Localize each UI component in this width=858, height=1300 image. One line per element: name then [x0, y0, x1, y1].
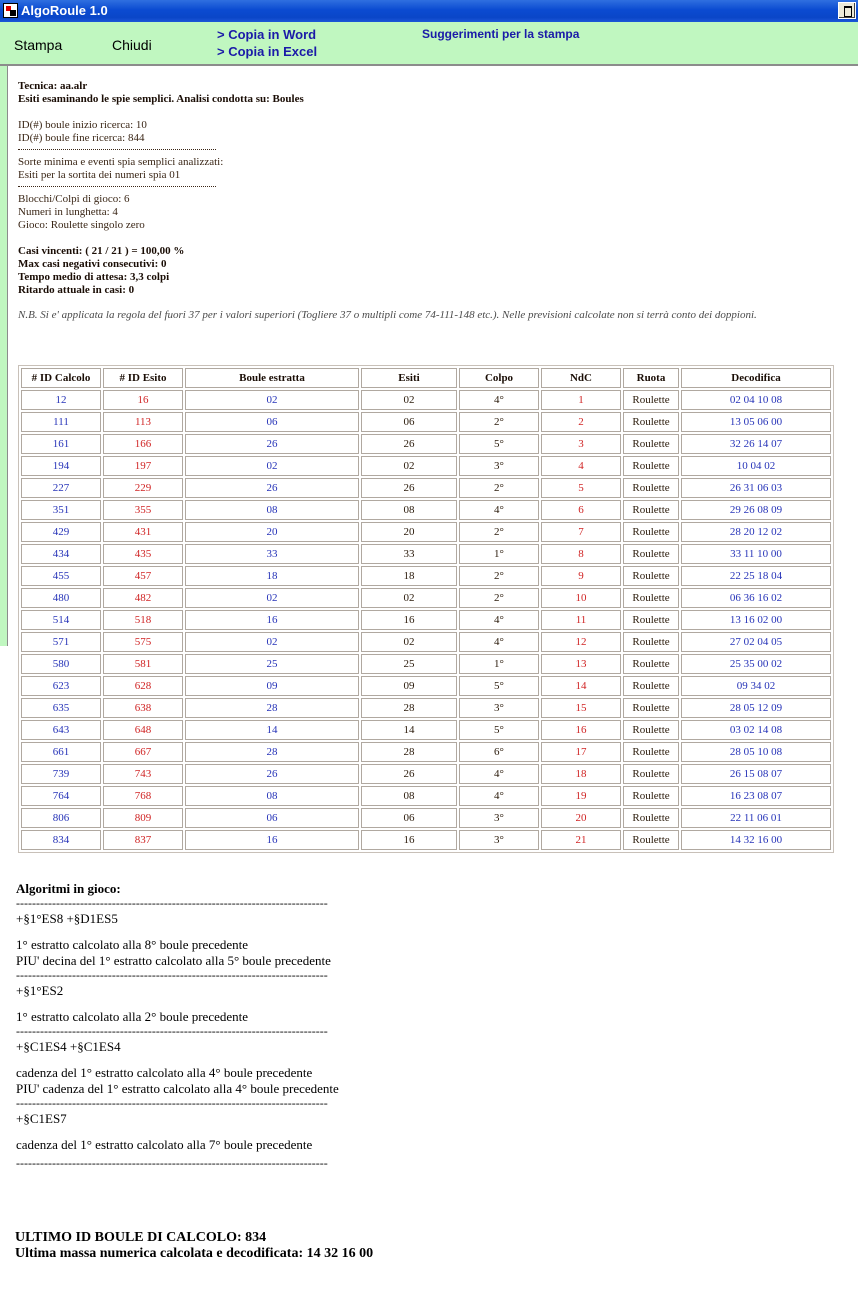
dashed-divider: ------------------------------------------------------------------------------	[16, 1097, 328, 1109]
cell-colpo: 2°	[459, 478, 539, 498]
col-header-esiti: Esiti	[361, 368, 457, 388]
cell-decodifica: 28 20 12 02	[681, 522, 831, 542]
numbers-line: Numeri in lunghetta: 4	[18, 206, 118, 218]
cell-id-esito: 575	[103, 632, 183, 652]
cell-esiti: 08	[361, 786, 457, 806]
window-title: AlgoRoule 1.0	[21, 3, 108, 18]
cell-ndc: 6	[541, 500, 621, 520]
left-panel-strip	[0, 66, 8, 646]
cell-decodifica: 13 16 02 00	[681, 610, 831, 630]
cell-ndc: 1	[541, 390, 621, 410]
table-row	[21, 786, 831, 806]
cell-id-calcolo: 834	[21, 830, 101, 850]
algorithm-formula: +§C1ES7	[16, 1111, 67, 1126]
cell-esiti: 02	[361, 456, 457, 476]
cell-id-calcolo: 739	[21, 764, 101, 784]
cell-decodifica: 03 02 14 08	[681, 720, 831, 740]
cell-colpo: 1°	[459, 544, 539, 564]
cell-id-calcolo: 661	[21, 742, 101, 762]
cell-decodifica: 22 11 06 01	[681, 808, 831, 828]
cell-colpo: 3°	[459, 808, 539, 828]
copy-word-link[interactable]: > Copia in Word	[217, 27, 317, 42]
cell-ndc: 20	[541, 808, 621, 828]
cell-ndc: 8	[541, 544, 621, 564]
cell-ndc: 10	[541, 588, 621, 608]
cell-id-esito: 837	[103, 830, 183, 850]
col-header-ruota: Ruota	[623, 368, 679, 388]
cell-colpo: 5°	[459, 676, 539, 696]
cell-decodifica: 29 26 08 09	[681, 500, 831, 520]
cell-ruota: Roulette	[623, 720, 679, 740]
cell-ruota: Roulette	[623, 522, 679, 542]
cell-boule: 02	[185, 390, 359, 410]
last-id-line: ULTIMO ID BOULE DI CALCOLO: 834	[15, 1230, 267, 1245]
cell-id-calcolo: 194	[21, 456, 101, 476]
cell-esiti: 33	[361, 544, 457, 564]
cell-ruota: Roulette	[623, 434, 679, 454]
cell-ruota: Roulette	[623, 500, 679, 520]
print-tips-link[interactable]: Suggerimenti per la stampa	[422, 27, 580, 41]
cell-id-esito: 355	[103, 500, 183, 520]
dashed-divider: ------------------------------------------------------------------------------	[16, 1025, 328, 1037]
cell-esiti: 26	[361, 764, 457, 784]
cell-ndc: 16	[541, 720, 621, 740]
cell-ruota: Roulette	[623, 676, 679, 696]
cell-ndc: 21	[541, 830, 621, 850]
cell-colpo: 6°	[459, 742, 539, 762]
cell-boule: 20	[185, 522, 359, 542]
cell-decodifica: 14 32 16 00	[681, 830, 831, 850]
cell-boule: 02	[185, 456, 359, 476]
cell-id-esito: 768	[103, 786, 183, 806]
algorithms-title: Algoritmi in gioco:	[16, 881, 121, 896]
cell-esiti: 25	[361, 654, 457, 674]
dashed-divider: ------------------------------------------------------------------------------	[16, 1157, 328, 1169]
cell-boule: 26	[185, 434, 359, 454]
cell-colpo: 4°	[459, 632, 539, 652]
cell-ruota: Roulette	[623, 808, 679, 828]
id-start-line: ID(#) boule inizio ricerca: 10	[18, 119, 147, 131]
cell-ndc: 3	[541, 434, 621, 454]
cell-colpo: 2°	[459, 566, 539, 586]
cell-id-calcolo: 764	[21, 786, 101, 806]
table-row	[21, 544, 831, 564]
cell-boule: 25	[185, 654, 359, 674]
cell-boule: 16	[185, 610, 359, 630]
cell-id-calcolo: 111	[21, 412, 101, 432]
cell-esiti: 16	[361, 830, 457, 850]
algorithm-formula: +§1°ES8 +§D1ES5	[16, 911, 118, 926]
cell-decodifica: 25 35 00 02	[681, 654, 831, 674]
sort-label-line: Sorte minima e eventi spia semplici analizzati:	[18, 156, 224, 168]
cell-ndc: 9	[541, 566, 621, 586]
algorithm-formula: +§C1ES4 +§C1ES4	[16, 1039, 121, 1054]
table-row	[21, 808, 831, 828]
cell-decodifica: 10 04 02	[681, 456, 831, 476]
cell-ruota: Roulette	[623, 544, 679, 564]
cell-ruota: Roulette	[623, 698, 679, 718]
table-row	[21, 588, 831, 608]
id-end-line: ID(#) boule fine ricerca: 844	[18, 132, 145, 144]
cell-colpo: 4°	[459, 500, 539, 520]
cell-decodifica: 32 26 14 07	[681, 434, 831, 454]
cell-id-esito: 581	[103, 654, 183, 674]
cell-decodifica: 02 04 10 08	[681, 390, 831, 410]
cell-esiti: 18	[361, 566, 457, 586]
cell-ruota: Roulette	[623, 632, 679, 652]
col-header-ndc: NdC	[541, 368, 621, 388]
cell-decodifica: 27 02 04 05	[681, 632, 831, 652]
algorithm-desc: PIU' cadenza del 1° estratto calcolato alla 4° boule precedente	[16, 1081, 339, 1096]
avg-wait-line: Tempo medio di attesa: 3,3 colpi	[18, 271, 170, 283]
cell-esiti: 02	[361, 588, 457, 608]
cell-ruota: Roulette	[623, 786, 679, 806]
table-row	[21, 566, 831, 586]
cell-id-esito: 457	[103, 566, 183, 586]
col-header-id-esito: # ID Esito	[103, 368, 183, 388]
cell-id-esito: 809	[103, 808, 183, 828]
current-delay-line: Ritardo attuale in casi: 0	[18, 284, 135, 296]
table-row	[21, 390, 831, 410]
cell-esiti: 28	[361, 698, 457, 718]
table-row	[21, 610, 831, 630]
cell-id-calcolo: 635	[21, 698, 101, 718]
algorithm-desc: cadenza del 1° estratto calcolato alla 4° boule precedente	[16, 1065, 313, 1080]
cell-boule: 16	[185, 830, 359, 850]
cell-ndc: 18	[541, 764, 621, 784]
table-row	[21, 478, 831, 498]
table-row	[21, 632, 831, 652]
cell-ndc: 17	[541, 742, 621, 762]
cell-colpo: 2°	[459, 588, 539, 608]
col-header-decodifica: Decodifica	[681, 368, 831, 388]
algorithm-desc: cadenza del 1° estratto calcolato alla 7° boule precedente	[16, 1137, 313, 1152]
cell-id-calcolo: 12	[21, 390, 101, 410]
report-summary	[18, 80, 757, 322]
table-row	[21, 500, 831, 520]
cell-ndc: 4	[541, 456, 621, 476]
copy-excel-link[interactable]: > Copia in Excel	[217, 44, 318, 59]
table-row	[21, 742, 831, 762]
cell-colpo: 4°	[459, 390, 539, 410]
final-summary	[15, 1230, 373, 1262]
close-button[interactable]: Chiudi	[112, 37, 152, 53]
algorithm-desc: 1° estratto calcolato alla 2° boule precedente	[16, 1009, 249, 1024]
cell-colpo: 3°	[459, 456, 539, 476]
table-row	[21, 720, 831, 740]
cell-colpo: 4°	[459, 764, 539, 784]
cell-ndc: 12	[541, 632, 621, 652]
cell-id-calcolo: 623	[21, 676, 101, 696]
cell-ruota: Roulette	[623, 412, 679, 432]
cell-esiti: 06	[361, 412, 457, 432]
cell-decodifica: 09 34 02	[681, 676, 831, 696]
cell-boule: 08	[185, 500, 359, 520]
cell-colpo: 5°	[459, 434, 539, 454]
cell-id-calcolo: 161	[21, 434, 101, 454]
cell-id-esito: 113	[103, 412, 183, 432]
cell-id-esito: 197	[103, 456, 183, 476]
cell-colpo: 4°	[459, 786, 539, 806]
restore-window-icon[interactable]	[838, 2, 856, 19]
cell-id-calcolo: 455	[21, 566, 101, 586]
cell-id-calcolo: 227	[21, 478, 101, 498]
cell-ruota: Roulette	[623, 764, 679, 784]
cell-decodifica: 06 36 16 02	[681, 588, 831, 608]
technique-line: Tecnica: aa.alr	[18, 80, 88, 92]
cell-id-esito: 743	[103, 764, 183, 784]
max-negative-line: Max casi negativi consecutivi: 0	[18, 258, 167, 270]
cell-ruota: Roulette	[623, 566, 679, 586]
cell-boule: 28	[185, 742, 359, 762]
results-table	[18, 365, 834, 853]
cell-id-calcolo: 514	[21, 610, 101, 630]
col-header-boule: Boule estratta	[185, 368, 359, 388]
col-header-colpo: Colpo	[459, 368, 539, 388]
cell-ndc: 2	[541, 412, 621, 432]
cell-boule: 02	[185, 632, 359, 652]
rule-note: N.B. Si e' applicata la regola del fuori 37 per i valori superiori (Togliere 37 o multipli come 74-111-148 etc.). Nelle previsioni calcolate non si terrà conto dei doppioni.	[18, 309, 757, 321]
table-row	[21, 830, 831, 850]
cell-colpo: 4°	[459, 610, 539, 630]
cell-id-esito: 638	[103, 698, 183, 718]
cell-boule: 28	[185, 698, 359, 718]
cell-boule: 02	[185, 588, 359, 608]
last-mass-line: Ultima massa numerica calcolata e decodificata: 14 32 16 00	[15, 1246, 374, 1261]
table-row	[21, 654, 831, 674]
cell-ndc: 15	[541, 698, 621, 718]
algorithm-desc: 1° estratto calcolato alla 8° boule precedente	[16, 937, 249, 952]
cell-id-calcolo: 571	[21, 632, 101, 652]
cell-colpo: 5°	[459, 720, 539, 740]
cell-esiti: 16	[361, 610, 457, 630]
app-icon[interactable]	[3, 3, 18, 18]
cell-boule: 33	[185, 544, 359, 564]
cell-boule: 14	[185, 720, 359, 740]
cell-boule: 26	[185, 478, 359, 498]
table-row	[21, 698, 831, 718]
dotted-divider	[18, 149, 216, 151]
cell-id-esito: 166	[103, 434, 183, 454]
cell-id-esito: 648	[103, 720, 183, 740]
cell-ndc: 11	[541, 610, 621, 630]
algorithm-formula: +§1°ES2	[16, 983, 64, 998]
cell-colpo: 1°	[459, 654, 539, 674]
table-row	[21, 764, 831, 784]
table-row	[21, 676, 831, 696]
cell-esiti: 02	[361, 632, 457, 652]
cell-ruota: Roulette	[623, 456, 679, 476]
col-header-id-calcolo: # ID Calcolo	[21, 368, 101, 388]
cell-esiti: 09	[361, 676, 457, 696]
print-button[interactable]: Stampa	[14, 37, 63, 53]
cell-colpo: 3°	[459, 830, 539, 850]
cell-id-esito: 435	[103, 544, 183, 564]
game-line: Gioco: Roulette singolo zero	[18, 219, 145, 231]
cell-esiti: 28	[361, 742, 457, 762]
table-header-row	[21, 368, 831, 388]
cell-id-calcolo: 351	[21, 500, 101, 520]
cell-esiti: 14	[361, 720, 457, 740]
blocks-line: Blocchi/Colpi di gioco: 6	[18, 193, 130, 205]
cell-ruota: Roulette	[623, 478, 679, 498]
cell-id-calcolo: 643	[21, 720, 101, 740]
cell-esiti: 06	[361, 808, 457, 828]
cell-id-esito: 518	[103, 610, 183, 630]
sort-value-line: Esiti per la sortita dei numeri spia 01	[18, 169, 181, 181]
table-row	[21, 434, 831, 454]
toolbar	[0, 22, 858, 66]
dotted-divider	[18, 186, 216, 188]
cell-colpo: 2°	[459, 412, 539, 432]
cell-ndc: 13	[541, 654, 621, 674]
cell-colpo: 2°	[459, 522, 539, 542]
cell-id-esito: 431	[103, 522, 183, 542]
cell-ruota: Roulette	[623, 610, 679, 630]
cell-id-esito: 229	[103, 478, 183, 498]
cell-ndc: 19	[541, 786, 621, 806]
cell-boule: 06	[185, 412, 359, 432]
table-row	[21, 522, 831, 542]
cell-decodifica: 33 11 10 00	[681, 544, 831, 564]
cell-boule: 09	[185, 676, 359, 696]
cell-decodifica: 16 23 08 07	[681, 786, 831, 806]
cell-ruota: Roulette	[623, 654, 679, 674]
algorithms-section	[16, 881, 436, 1169]
cell-id-esito: 482	[103, 588, 183, 608]
cell-ndc: 5	[541, 478, 621, 498]
cell-decodifica: 28 05 10 08	[681, 742, 831, 762]
cell-id-calcolo: 480	[21, 588, 101, 608]
cell-boule: 08	[185, 786, 359, 806]
cell-id-calcolo: 580	[21, 654, 101, 674]
algorithm-desc: PIU' decina del 1° estratto calcolato alla 5° boule precedente	[16, 953, 331, 968]
cell-id-calcolo: 434	[21, 544, 101, 564]
cell-boule: 26	[185, 764, 359, 784]
cell-decodifica: 22 25 18 04	[681, 566, 831, 586]
cell-id-calcolo: 806	[21, 808, 101, 828]
cell-decodifica: 26 31 06 03	[681, 478, 831, 498]
cell-decodifica: 13 05 06 00	[681, 412, 831, 432]
cell-esiti: 26	[361, 478, 457, 498]
cell-id-esito: 628	[103, 676, 183, 696]
cell-decodifica: 28 05 12 09	[681, 698, 831, 718]
cell-decodifica: 26 15 08 07	[681, 764, 831, 784]
analysis-line: Esiti esaminando le spie semplici. Analisi condotta su: Boules	[18, 93, 304, 105]
cell-esiti: 02	[361, 390, 457, 410]
cell-id-esito: 667	[103, 742, 183, 762]
cell-ruota: Roulette	[623, 588, 679, 608]
cell-id-calcolo: 429	[21, 522, 101, 542]
dashed-divider: ------------------------------------------------------------------------------	[16, 969, 328, 981]
cell-ruota: Roulette	[623, 742, 679, 762]
cell-boule: 06	[185, 808, 359, 828]
cell-ndc: 7	[541, 522, 621, 542]
table-row	[21, 412, 831, 432]
cell-esiti: 26	[361, 434, 457, 454]
win-cases-line: Casi vincenti: ( 21 / 21 ) = 100,00 %	[18, 245, 185, 257]
title-bar	[0, 0, 858, 22]
table-row	[21, 456, 831, 476]
cell-ruota: Roulette	[623, 390, 679, 410]
cell-ndc: 14	[541, 676, 621, 696]
table-body	[21, 390, 831, 850]
cell-esiti: 20	[361, 522, 457, 542]
cell-ruota: Roulette	[623, 830, 679, 850]
cell-id-esito: 16	[103, 390, 183, 410]
cell-boule: 18	[185, 566, 359, 586]
cell-esiti: 08	[361, 500, 457, 520]
dashed-divider: ------------------------------------------------------------------------------	[16, 897, 328, 909]
cell-colpo: 3°	[459, 698, 539, 718]
